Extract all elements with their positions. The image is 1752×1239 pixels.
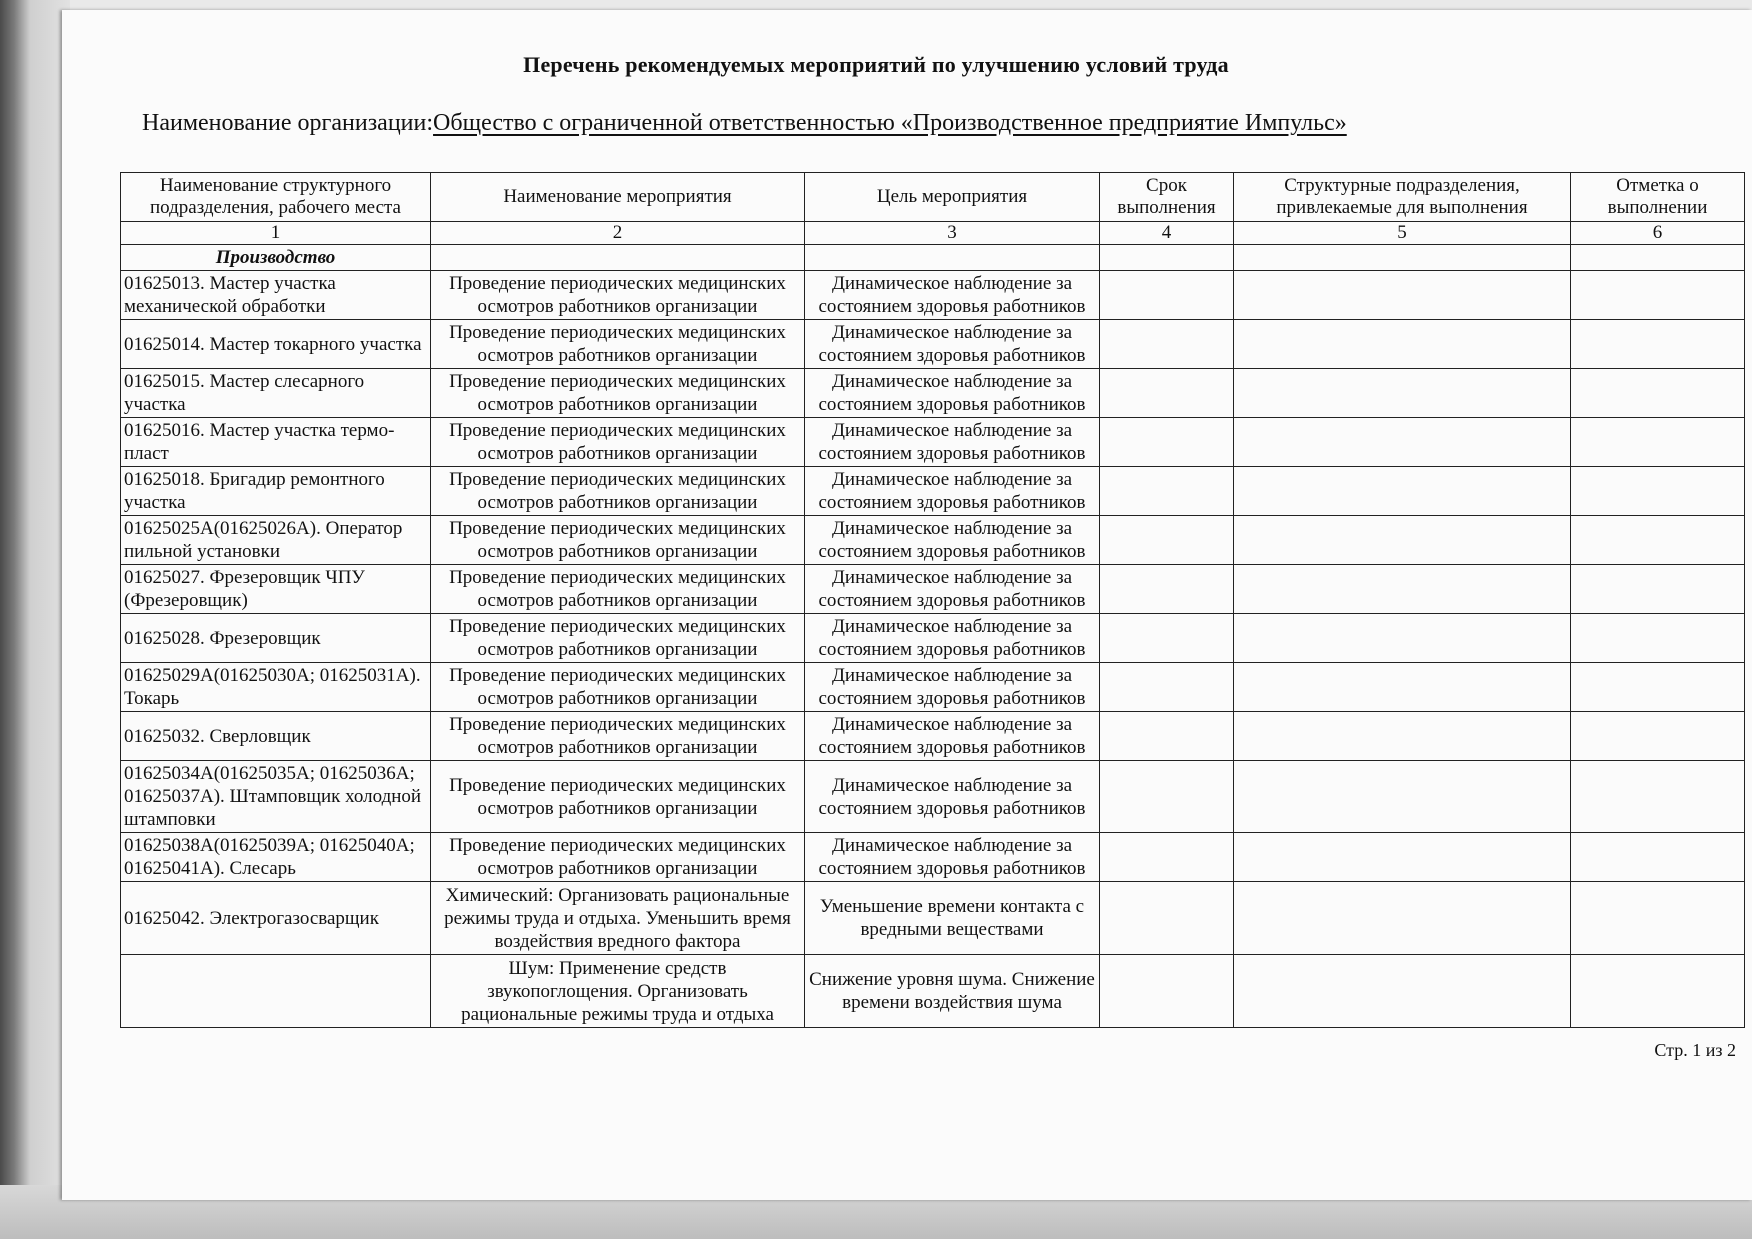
scan-edge-left bbox=[0, 0, 70, 1239]
row-term-cell bbox=[1100, 955, 1234, 1028]
row-departments-cell bbox=[1234, 955, 1571, 1028]
row-goal-cell: Динамическое наблюдение за состоянием здоровья работников bbox=[805, 369, 1100, 418]
table-row bbox=[121, 955, 1745, 1028]
table-row bbox=[121, 833, 1745, 882]
row-goal-cell: Динамическое наблюдение за состоянием здоровья работников bbox=[805, 833, 1100, 882]
row-goal-cell: Динамическое наблюдение за состоянием здоровья работников bbox=[805, 320, 1100, 369]
organization-line bbox=[142, 110, 1347, 137]
column-number: 1 bbox=[121, 222, 431, 245]
row-goal-cell: Динамическое наблюдение за состоянием здоровья работников bbox=[805, 467, 1100, 516]
row-departments-cell bbox=[1234, 663, 1571, 712]
row-term-cell bbox=[1100, 516, 1234, 565]
row-departments-cell bbox=[1234, 516, 1571, 565]
row-mark-cell bbox=[1571, 955, 1745, 1028]
row-term-cell bbox=[1100, 271, 1234, 320]
column-number: 3 bbox=[805, 222, 1100, 245]
table-row bbox=[121, 320, 1745, 369]
row-measure-cell: Проведение периодических медицинских осмотров работников организации bbox=[431, 369, 805, 418]
table-row bbox=[121, 614, 1745, 663]
row-place-cell: 01625028. Фрезеровщик bbox=[121, 614, 431, 663]
table-row bbox=[121, 467, 1745, 516]
row-departments-cell bbox=[1234, 712, 1571, 761]
row-departments-cell bbox=[1234, 369, 1571, 418]
row-mark-cell bbox=[1571, 369, 1745, 418]
row-goal-cell: Динамическое наблюдение за состоянием здоровья работников bbox=[805, 663, 1100, 712]
organization-label: Наименование организации: bbox=[142, 110, 434, 136]
row-goal-cell: Динамическое наблюдение за состоянием здоровья работников bbox=[805, 418, 1100, 467]
document-title: Перечень рекомендуемых мероприятий по улучшению условий труда bbox=[523, 52, 1229, 77]
row-mark-cell bbox=[1571, 516, 1745, 565]
row-term-cell bbox=[1100, 833, 1234, 882]
row-departments-cell bbox=[1234, 761, 1571, 833]
row-goal-cell: Динамическое наблюдение за состоянием здоровья работников bbox=[805, 761, 1100, 833]
column-number: 2 bbox=[431, 222, 805, 245]
row-term-cell bbox=[1100, 882, 1234, 955]
row-place-cell: 01625029А(01625030А; 01625031А). Токарь bbox=[121, 663, 431, 712]
row-place-cell bbox=[121, 955, 431, 1028]
header-term: Срок выполнения bbox=[1100, 173, 1234, 222]
row-mark-cell bbox=[1571, 761, 1745, 833]
row-mark-cell bbox=[1571, 614, 1745, 663]
row-goal-cell: Динамическое наблюдение за состоянием здоровья работников bbox=[805, 271, 1100, 320]
row-term-cell bbox=[1100, 369, 1234, 418]
header-place: Наименование структурного подразделения, рабочего места bbox=[121, 173, 431, 222]
row-term-cell bbox=[1100, 663, 1234, 712]
row-goal-cell: Динамическое наблюдение за состоянием здоровья работников bbox=[805, 614, 1100, 663]
row-measure-cell: Химический: Организовать рациональные режимы труда и отдыха. Уменьшить время воздействия вредного фактора bbox=[431, 882, 805, 955]
table-row bbox=[121, 761, 1745, 833]
column-number: 4 bbox=[1100, 222, 1234, 245]
row-goal-cell: Уменьшение времени контакта с вредными веществами bbox=[805, 882, 1100, 955]
row-mark-cell bbox=[1571, 833, 1745, 882]
table-row bbox=[121, 271, 1745, 320]
table-row bbox=[121, 565, 1745, 614]
row-measure-cell: Проведение периодических медицинских осмотров работников организации bbox=[431, 271, 805, 320]
header-mark: Отметка о выполнении bbox=[1571, 173, 1745, 222]
row-mark-cell bbox=[1571, 320, 1745, 369]
row-measure-cell: Проведение периодических медицинских осмотров работников организации bbox=[431, 761, 805, 833]
empty-cell bbox=[1571, 245, 1745, 271]
row-mark-cell bbox=[1571, 418, 1745, 467]
header-goal: Цель мероприятия bbox=[805, 173, 1100, 222]
row-term-cell bbox=[1100, 614, 1234, 663]
row-place-cell: 01625038А(01625039А; 01625040А; 01625041А). Слесарь bbox=[121, 833, 431, 882]
row-goal-cell: Динамическое наблюдение за состоянием здоровья работников bbox=[805, 516, 1100, 565]
row-departments-cell bbox=[1234, 467, 1571, 516]
row-mark-cell bbox=[1571, 712, 1745, 761]
column-number: 5 bbox=[1234, 222, 1571, 245]
row-measure-cell: Проведение периодических медицинских осмотров работников организации bbox=[431, 418, 805, 467]
row-term-cell bbox=[1100, 761, 1234, 833]
row-measure-cell: Проведение периодических медицинских осмотров работников организации bbox=[431, 467, 805, 516]
page-number: Стр. 1 из 2 bbox=[1654, 1040, 1736, 1060]
section-row bbox=[121, 245, 1745, 271]
column-number: 6 bbox=[1571, 222, 1745, 245]
measures-table bbox=[120, 172, 1745, 1028]
table-row bbox=[121, 882, 1745, 955]
table-row bbox=[121, 418, 1745, 467]
row-mark-cell bbox=[1571, 467, 1745, 516]
row-mark-cell bbox=[1571, 271, 1745, 320]
table-row bbox=[121, 516, 1745, 565]
row-term-cell bbox=[1100, 467, 1234, 516]
empty-cell bbox=[1234, 245, 1571, 271]
section-label: Производство bbox=[121, 245, 431, 271]
row-measure-cell: Проведение периодических медицинских осмотров работников организации bbox=[431, 614, 805, 663]
row-measure-cell: Проведение периодических медицинских осмотров работников организации bbox=[431, 833, 805, 882]
organization-value: Общество с ограниченной ответственностью «Производственное предприятие Импульс» bbox=[433, 110, 1347, 136]
row-measure-cell: Шум: Применение средств звукопоглощения. Организовать рациональные режимы труда и отдыха bbox=[431, 955, 805, 1028]
header-measure: Наименование мероприятия bbox=[431, 173, 805, 222]
row-mark-cell bbox=[1571, 663, 1745, 712]
table-header-row bbox=[121, 173, 1745, 222]
row-measure-cell: Проведение периодических медицинских осмотров работников организации bbox=[431, 565, 805, 614]
row-departments-cell bbox=[1234, 833, 1571, 882]
empty-cell bbox=[805, 245, 1100, 271]
row-goal-cell: Динамическое наблюдение за состоянием здоровья работников bbox=[805, 565, 1100, 614]
row-place-cell: 01625042. Электрогазосварщик bbox=[121, 882, 431, 955]
column-number-row bbox=[121, 222, 1745, 245]
table-row bbox=[121, 663, 1745, 712]
row-departments-cell bbox=[1234, 882, 1571, 955]
empty-cell bbox=[431, 245, 805, 271]
row-term-cell bbox=[1100, 565, 1234, 614]
row-place-cell: 01625032. Сверловщик bbox=[121, 712, 431, 761]
row-place-cell: 01625013. Мастер участка механической обработки bbox=[121, 271, 431, 320]
row-measure-cell: Проведение периодических медицинских осмотров работников организации bbox=[431, 516, 805, 565]
row-mark-cell bbox=[1571, 565, 1745, 614]
empty-cell bbox=[1100, 245, 1234, 271]
row-place-cell: 01625018. Бригадир ремонтного участка bbox=[121, 467, 431, 516]
row-departments-cell bbox=[1234, 320, 1571, 369]
row-place-cell: 01625015. Мастер слесарного участка bbox=[121, 369, 431, 418]
row-goal-cell: Снижение уровня шума. Снижение времени воздействия шума bbox=[805, 955, 1100, 1028]
row-term-cell bbox=[1100, 712, 1234, 761]
row-place-cell: 01625016. Мастер участка термо-пласт bbox=[121, 418, 431, 467]
table-row bbox=[121, 712, 1745, 761]
row-term-cell bbox=[1100, 320, 1234, 369]
row-departments-cell bbox=[1234, 418, 1571, 467]
row-measure-cell: Проведение периодических медицинских осмотров работников организации bbox=[431, 320, 805, 369]
row-departments-cell bbox=[1234, 271, 1571, 320]
header-departments: Структурные подразделения, привлекаемые для выполнения bbox=[1234, 173, 1571, 222]
row-term-cell bbox=[1100, 418, 1234, 467]
row-place-cell: 01625025А(01625026А). Оператор пильной установки bbox=[121, 516, 431, 565]
row-place-cell: 01625034А(01625035А; 01625036А; 01625037А). Штамповщик холодной штамповки bbox=[121, 761, 431, 833]
row-measure-cell: Проведение периодических медицинских осмотров работников организации bbox=[431, 712, 805, 761]
row-measure-cell: Проведение периодических медицинских осмотров работников организации bbox=[431, 663, 805, 712]
row-goal-cell: Динамическое наблюдение за состоянием здоровья работников bbox=[805, 712, 1100, 761]
row-place-cell: 01625027. Фрезеровщик ЧПУ (Фрезеровщик) bbox=[121, 565, 431, 614]
row-departments-cell bbox=[1234, 614, 1571, 663]
row-departments-cell bbox=[1234, 565, 1571, 614]
row-mark-cell bbox=[1571, 882, 1745, 955]
table-row bbox=[121, 369, 1745, 418]
row-place-cell: 01625014. Мастер токарного участка bbox=[121, 320, 431, 369]
